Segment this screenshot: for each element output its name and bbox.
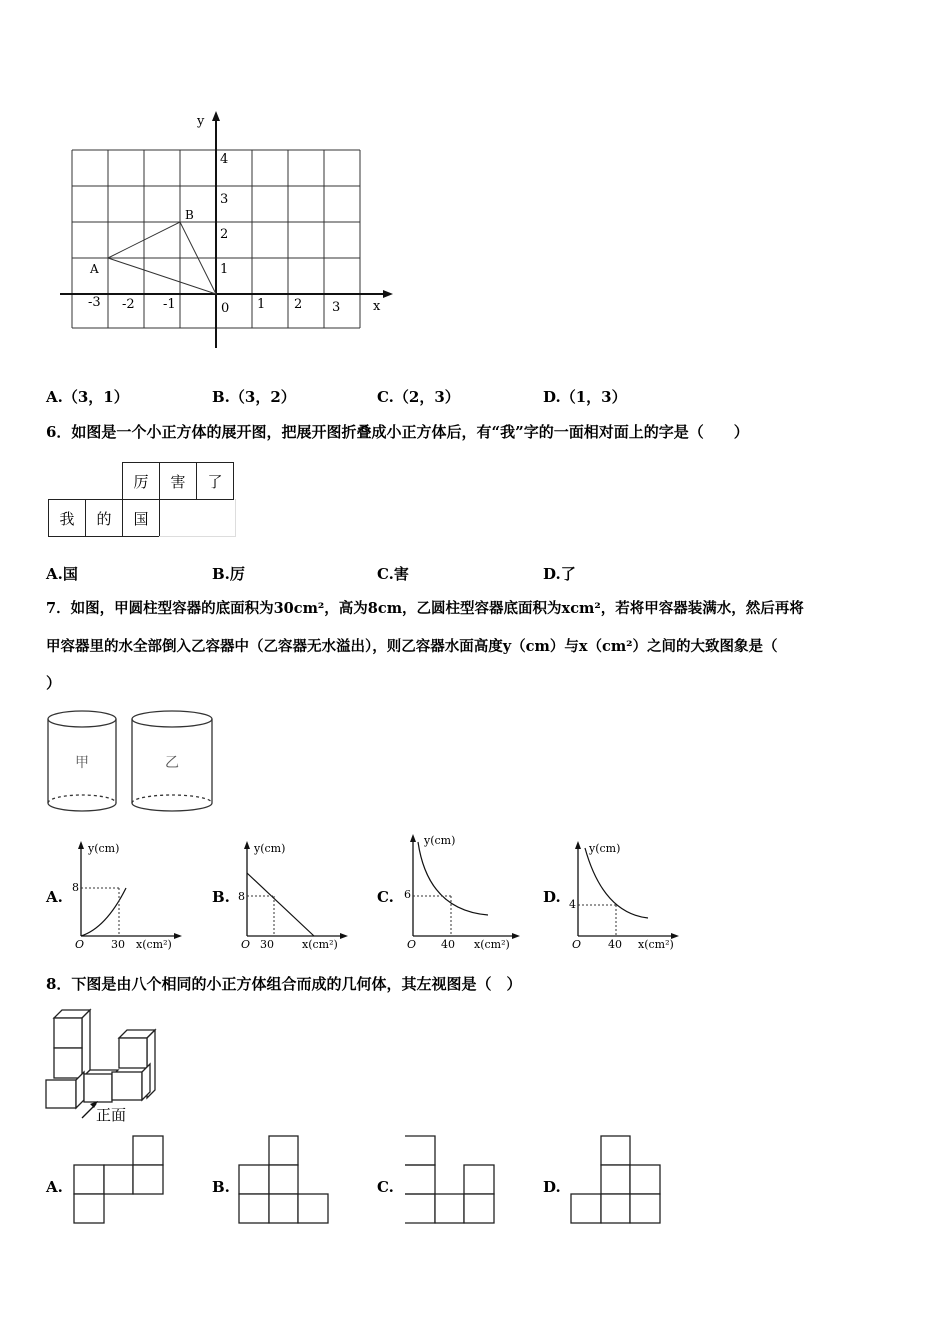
- x-mark: 30: [260, 938, 274, 951]
- x-mark: 30: [111, 938, 125, 951]
- ylabel: y(cm): [424, 834, 456, 847]
- origin: O: [407, 938, 417, 951]
- q6-option-b: B.厉: [212, 565, 245, 583]
- q7-stem-line2: 甲容器里的水全部倒入乙容器中（乙容器无水溢出），则乙容器水面高度y（cm）与x（cm²）之间的大致图象是（: [46, 638, 778, 655]
- x-tick-neg1: -1: [163, 297, 176, 312]
- q8-option-a-letter: A.: [46, 1178, 63, 1196]
- point-a-label: A: [90, 262, 99, 276]
- q7-option-a-letter: A.: [46, 888, 63, 906]
- q7-graph-d: [563, 838, 683, 953]
- q8-cube-solid: [44, 1008, 174, 1126]
- ylabel: y(cm): [589, 842, 621, 855]
- y-mark: 8: [72, 881, 79, 894]
- x-axis-label: x: [373, 299, 381, 314]
- net-cell-top-1: 厉: [122, 462, 160, 500]
- q7-stem-line1: 7．如图，甲圆柱型容器的底面积为30cm²，高为8cm，乙圆柱型容器底面积为xcm²，若将甲容器装满水，然后再将: [46, 600, 804, 617]
- q5-option-b: B.（3，2）: [212, 388, 296, 406]
- y-mark: 4: [569, 898, 576, 911]
- net-cell-bottom-1: 我: [48, 499, 86, 537]
- xlabel: x(cm²): [136, 938, 172, 951]
- q7-stem-line3: ）: [46, 674, 62, 692]
- origin: O: [241, 938, 251, 951]
- x-tick-2: 2: [294, 297, 303, 312]
- net-cell-top-3: 了: [196, 462, 234, 500]
- x-mark: 40: [608, 938, 622, 951]
- xlabel: x(cm²): [474, 938, 510, 951]
- q5-option-c: C.（2，3）: [377, 388, 460, 406]
- x-tick-1: 1: [257, 297, 266, 312]
- point-b-label: B: [185, 208, 194, 222]
- q7-option-b-letter: B.: [212, 888, 230, 906]
- y-tick-4: 4: [220, 152, 229, 167]
- q6-option-a: A.国: [46, 565, 78, 583]
- front-label: 正面: [96, 1106, 127, 1124]
- net-cell-bottom-2: 的: [85, 499, 123, 537]
- ylabel: y(cm): [254, 842, 286, 855]
- q8-option-b-letter: B.: [212, 1178, 230, 1196]
- q7-cylinders: [40, 705, 225, 820]
- q5-coordinate-graph: [55, 105, 405, 355]
- q7-graph-a: [66, 838, 186, 953]
- origin: O: [75, 938, 85, 951]
- q7-graph-b: [232, 838, 352, 953]
- x-tick-neg3: -3: [88, 295, 101, 310]
- y-axis-label: y: [197, 114, 205, 129]
- y-tick-2: 2: [220, 227, 229, 242]
- net-cell-top-2: 害: [159, 462, 197, 500]
- y-tick-1: 1: [220, 262, 229, 277]
- q8-view-c: [404, 1135, 496, 1225]
- q6-cube-net: [48, 462, 238, 538]
- q6-option-d: D.了: [543, 565, 576, 583]
- q8-view-a: [73, 1135, 165, 1225]
- origin-label: 0: [221, 301, 230, 316]
- q8-view-d: [570, 1135, 662, 1225]
- net-faint-border: [159, 499, 236, 537]
- origin: O: [572, 938, 582, 951]
- q8-option-d-letter: D.: [543, 1178, 561, 1196]
- x-tick-neg2: -2: [122, 297, 135, 312]
- q8-stem: 8．下图是由八个相同的小正方体组合而成的几何体，其左视图是（ ）: [46, 975, 522, 993]
- q8-option-c-letter: C.: [377, 1178, 394, 1196]
- y-tick-3: 3: [220, 192, 229, 207]
- q7-option-d-letter: D.: [543, 888, 561, 906]
- q5-option-a: A.（3，1）: [46, 388, 129, 406]
- y-mark: 8: [238, 890, 245, 903]
- x-tick-3: 3: [332, 300, 341, 315]
- xlabel: x(cm²): [302, 938, 338, 951]
- q6-option-c: C.害: [377, 565, 409, 583]
- container-b-label: 乙: [165, 755, 179, 771]
- q7-graph-c: [398, 830, 523, 953]
- ylabel: y(cm): [88, 842, 120, 855]
- xlabel: x(cm²): [638, 938, 674, 951]
- x-mark: 40: [441, 938, 455, 951]
- q5-option-d: D.（1，3）: [543, 388, 627, 406]
- q6-stem: 6．如图是一个小正方体的展开图，把展开图折叠成小正方体后，有“我”字的一面相对面上的字是（ ）: [46, 423, 749, 441]
- container-a-label: 甲: [75, 755, 89, 771]
- q7-option-c-letter: C.: [377, 888, 394, 906]
- q8-view-b: [238, 1135, 330, 1225]
- y-mark: 6: [404, 888, 411, 901]
- net-cell-bottom-3: 国: [122, 499, 160, 537]
